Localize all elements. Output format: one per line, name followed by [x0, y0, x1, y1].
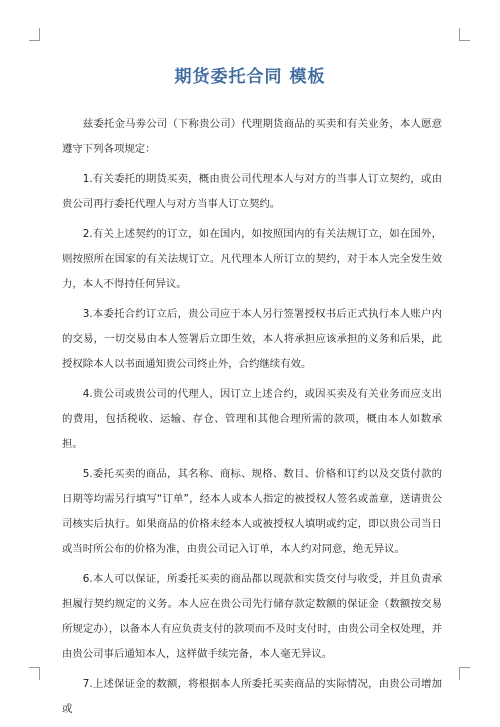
- intro-paragraph: 兹委托金马劵公司（下称贵公司）代理期货商品的买卖和有关业务，本人愿意遵守下列各项规定：: [62, 118, 442, 155]
- page-corner-mark-bottom-right: [459, 667, 470, 680]
- page-corner-mark-top-left: [29, 28, 40, 41]
- clause-7: 7.上述保证金的数额，将根据本人所委托买卖商品的实际情况，由贵公司增加或: [62, 678, 442, 715]
- clause-4: 4.贵公司或贵公司的代理人，因订立上述合约，或因买卖及有关业务而应支出的费用，包括税收、运输、存仓、管理和其他合理所需的款项，概由本人如数承担。: [62, 388, 442, 450]
- clause-1: 1.有关委托的期货买卖，概由贵公司代理本人与对方的当事人订立契约，或由贵公司再行委托代理人与对方当事人订立契约。: [62, 173, 442, 210]
- document-title: 期货委托合同 模板: [174, 67, 326, 87]
- clause-5: 5.委托买卖的商品，其名称、商标、规格、数目、价格和订约以及交货付款的日期等均需另行填写“订单”，经本人或本人指定的被授权人签名或盖章，送请贵公司核实后执行。如果商品的价格未经本人或被授权人填明或约定，即以贵公司当日或当时所公布的价格为准，由贵公司记入订单，本人约对同意，绝无异议。: [62, 468, 442, 555]
- clause-3: 3.本委托合约订立后，贵公司应于本人另行签署授权书后正式执行本人账户内的交易，一切交易由本人签署后立即生效，本人将承担应该承担的义务和后果，此授权除本人以书面通知贵公司终止外，合约继续有效。: [62, 308, 442, 370]
- document-body: [62, 112, 442, 727]
- page-corner-mark-top-right: [459, 28, 470, 41]
- clause-2: 2.有关上述契约的订立，如在国内，如按照国内的有关法规订立，如在国外，则按照所在国家的有关法规订立。凡代理本人所订立的契约，对于本人完全发生效力，本人不得持任何异议。: [62, 228, 442, 290]
- page-corner-mark-bottom-left: [29, 667, 40, 680]
- clause-6: 6.本人可以保证，所委托买卖的商品都以现款和实货交付与收受，并且负责承担履行契约规定的义务。本人应在贵公司先行储存款定数额的保证金（数额按交易所规定办），以备本人有应负责支付的款项而不及时支付时，由贵公司全权处理，并由贵公司事后通知本人，这样做手续完备，本人毫无异议。: [62, 573, 442, 660]
